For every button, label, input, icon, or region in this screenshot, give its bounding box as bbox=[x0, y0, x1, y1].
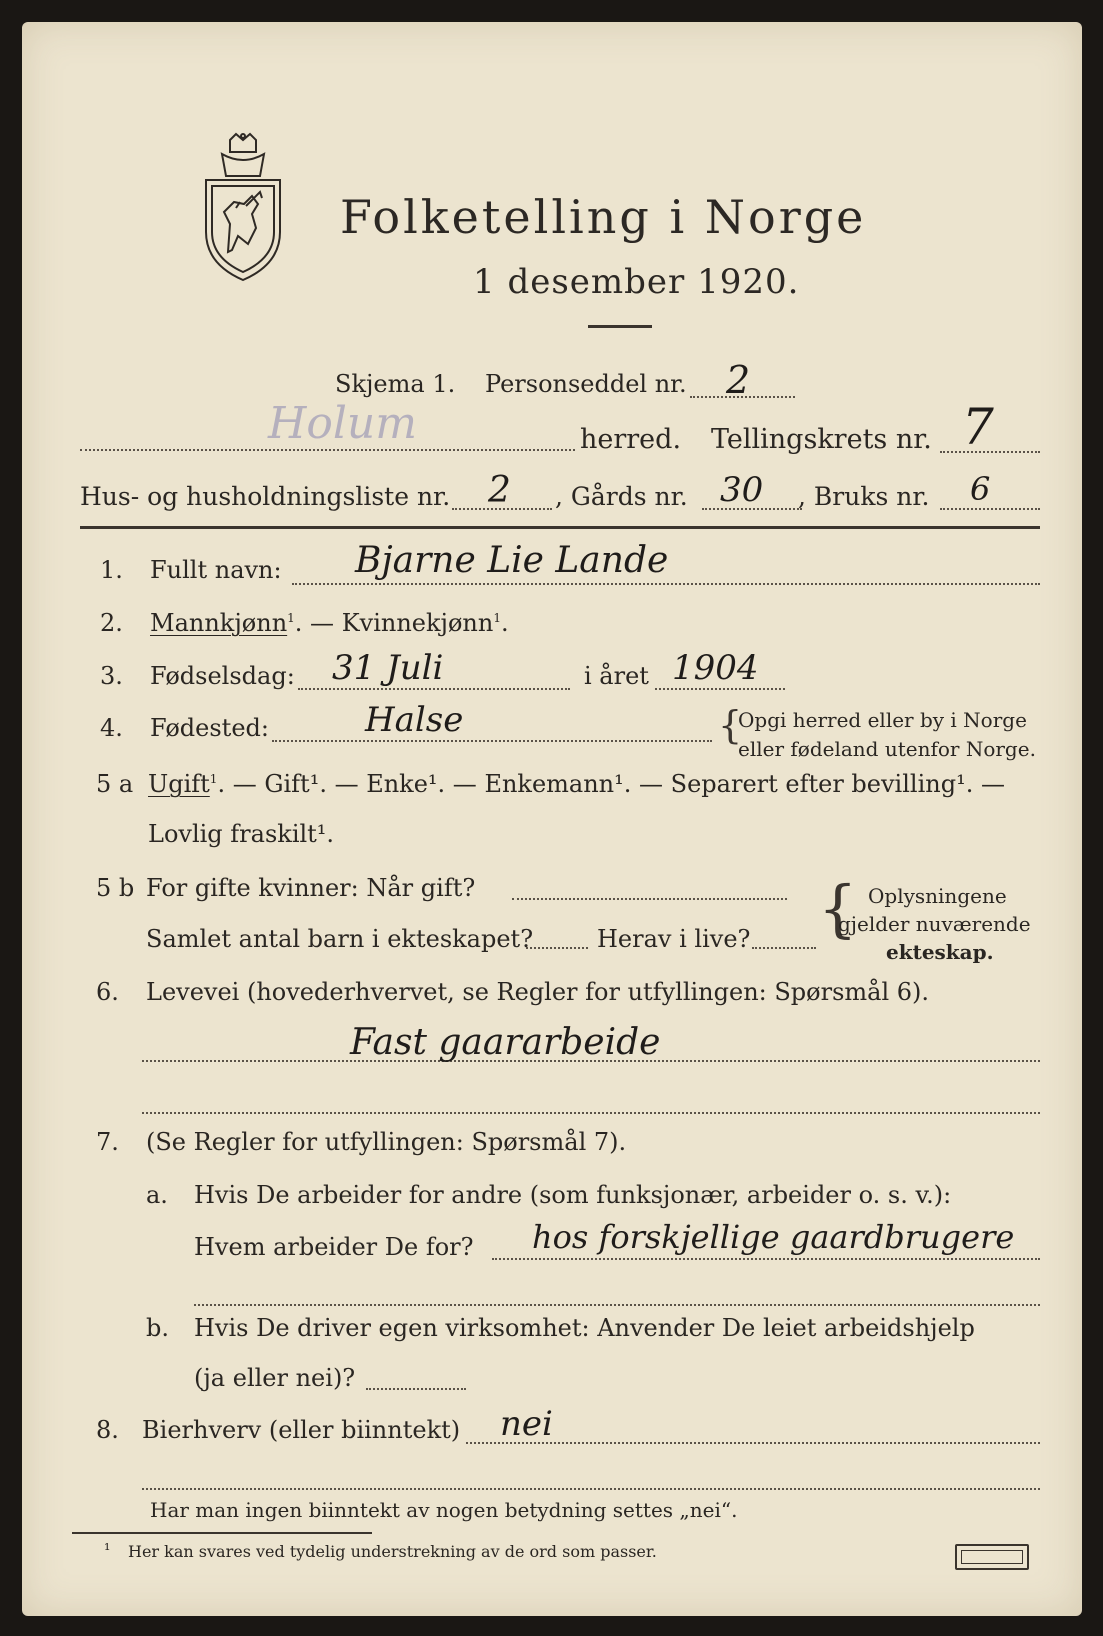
q5b-note2: gjelder nuværende bbox=[838, 912, 1031, 936]
q8-label: Bierhverv (eller biinntekt) bbox=[142, 1416, 461, 1444]
q4-number: 4. bbox=[100, 714, 123, 742]
q2-mann: Mannkjønn bbox=[150, 609, 288, 637]
title-divider bbox=[588, 325, 652, 328]
q4-label: Fødested: bbox=[150, 714, 269, 742]
personseddel-label: Personseddel nr. bbox=[485, 370, 687, 398]
q3-value: 31 Juli bbox=[332, 648, 444, 688]
q4-note-line2: eller fødeland utenfor Norge. bbox=[738, 737, 1036, 761]
q5a-ugift: Ugift bbox=[148, 770, 210, 798]
footer-note: Har man ingen biinntekt av nogen betydning settes „nei“. bbox=[150, 1498, 738, 1522]
q6-line2 bbox=[142, 1112, 1040, 1114]
q7a-line1: Hvis De arbeider for andre (som funksjonær, arbeider o. s. v.): bbox=[194, 1181, 952, 1209]
footnote-mark: ¹ bbox=[104, 1540, 111, 1559]
q5b-note3: ekteskap. bbox=[886, 940, 994, 964]
q8-number: 8. bbox=[96, 1416, 119, 1444]
gards-value: 30 bbox=[720, 470, 764, 510]
q7-number: 7. bbox=[96, 1128, 119, 1156]
header-rule bbox=[80, 526, 1040, 529]
q6-number: 6. bbox=[96, 978, 119, 1006]
q1-value: Bjarne Lie Lande bbox=[355, 540, 669, 581]
q2-sep: . — bbox=[294, 609, 335, 637]
q3-aaret-label: i året bbox=[584, 662, 649, 690]
q5b-line1-dots bbox=[512, 898, 787, 900]
q1-line bbox=[292, 583, 1040, 585]
form-date: 1 desember 1920. bbox=[473, 262, 800, 302]
q3-aaret-line bbox=[655, 688, 785, 690]
q7a-value: hos forskjellige gaardbrugere bbox=[532, 1218, 1015, 1256]
q1-label: Fullt navn: bbox=[150, 556, 282, 584]
q7b-line1: Hvis De driver egen virksomhet: Anvender De leiet arbeidshjelp bbox=[194, 1314, 975, 1342]
q2-end: . bbox=[500, 609, 509, 637]
q8-extra-line bbox=[142, 1488, 1040, 1490]
q4-note-brace: { bbox=[718, 703, 743, 747]
q6-value: Fast gaararbeide bbox=[350, 1022, 661, 1063]
q2-kvinne-footnote: 1 bbox=[493, 611, 501, 625]
q5b-line1: For gifte kvinner: Når gift? bbox=[146, 874, 476, 902]
bruks-line bbox=[940, 508, 1040, 510]
hus-value: 2 bbox=[488, 470, 511, 511]
printer-stamp bbox=[955, 1544, 1029, 1570]
hus-label: Hus- og husholdningsliste nr. bbox=[80, 482, 451, 511]
tellingskrets-value: 7 bbox=[962, 398, 994, 456]
q7b-line2-dots bbox=[366, 1388, 466, 1390]
tellingskrets-label: Tellingskrets nr. bbox=[711, 424, 932, 455]
coat-of-arms-emblem bbox=[200, 132, 286, 282]
q6-label: Levevei (hovederhvervet, se Regler for utfyllingen: Spørsmål 6). bbox=[146, 978, 930, 1006]
herred-value: Holum bbox=[268, 398, 417, 449]
q5b-note1: Oplysningene bbox=[868, 884, 1007, 908]
footnote-rule bbox=[72, 1532, 372, 1534]
q3-aaret-value: 1904 bbox=[672, 648, 759, 688]
q2-number: 2. bbox=[100, 609, 123, 637]
bruks-value: 6 bbox=[970, 470, 991, 508]
q4-value: Halse bbox=[365, 700, 464, 740]
q7-label: (Se Regler for utfyllingen: Spørsmål 7). bbox=[146, 1128, 627, 1156]
skjema-label: Skjema 1. bbox=[335, 370, 456, 398]
footnote-text: Her kan svares ved tydelig understrekning av de ord som passer. bbox=[128, 1542, 657, 1561]
q4-note-line1: Opgi herred eller by i Norge bbox=[738, 708, 1027, 732]
q4-line bbox=[272, 740, 712, 742]
herred-line bbox=[80, 449, 575, 451]
gards-label: , Gårds nr. bbox=[555, 482, 688, 511]
personseddel-value: 2 bbox=[726, 358, 751, 402]
q3-line bbox=[298, 688, 570, 690]
q5a-number: 5 a bbox=[96, 770, 134, 798]
q5b-number: 5 b bbox=[96, 874, 135, 902]
q8-value: nei bbox=[500, 1404, 553, 1444]
q5a-ugift-footnote: 1 bbox=[209, 772, 218, 786]
q7a-line2: Hvem arbeider De for? bbox=[194, 1233, 474, 1261]
q5a-rest: . — Gift¹. — Enke¹. — Enkemann¹. — Separert efter bevilling¹. — bbox=[217, 770, 1005, 798]
q7b-letter: b. bbox=[146, 1314, 169, 1342]
q5b-line2b: Herav i live? bbox=[597, 925, 751, 953]
q3-label: Fødselsdag: bbox=[150, 662, 295, 690]
printer-stamp-inner bbox=[961, 1550, 1023, 1564]
q7b-line2: (ja eller nei)? bbox=[194, 1364, 356, 1392]
q5a-options bbox=[148, 770, 1005, 798]
herred-label: herred. bbox=[580, 424, 682, 455]
q7a-line2-dots bbox=[492, 1258, 1040, 1260]
q5b-line2a-dots bbox=[526, 947, 588, 949]
q2-options bbox=[150, 609, 509, 637]
q7a-letter: a. bbox=[146, 1181, 168, 1209]
q1-number: 1. bbox=[100, 556, 123, 584]
q2-kvinne: Kvinnekjønn bbox=[341, 609, 494, 637]
q2-mann-footnote: 1 bbox=[287, 611, 295, 625]
q5b-line2b-dots bbox=[752, 947, 816, 949]
q3-number: 3. bbox=[100, 662, 123, 690]
bruks-label: , Bruks nr. bbox=[798, 482, 930, 511]
form-title: Folketelling i Norge bbox=[340, 190, 867, 244]
q7a-extra-line bbox=[194, 1304, 1040, 1306]
q5b-line2a: Samlet antal barn i ekteskapet? bbox=[146, 925, 534, 953]
q5a-line2: Lovlig fraskilt¹. bbox=[148, 820, 335, 848]
q5b-note-brace: { bbox=[818, 872, 858, 945]
